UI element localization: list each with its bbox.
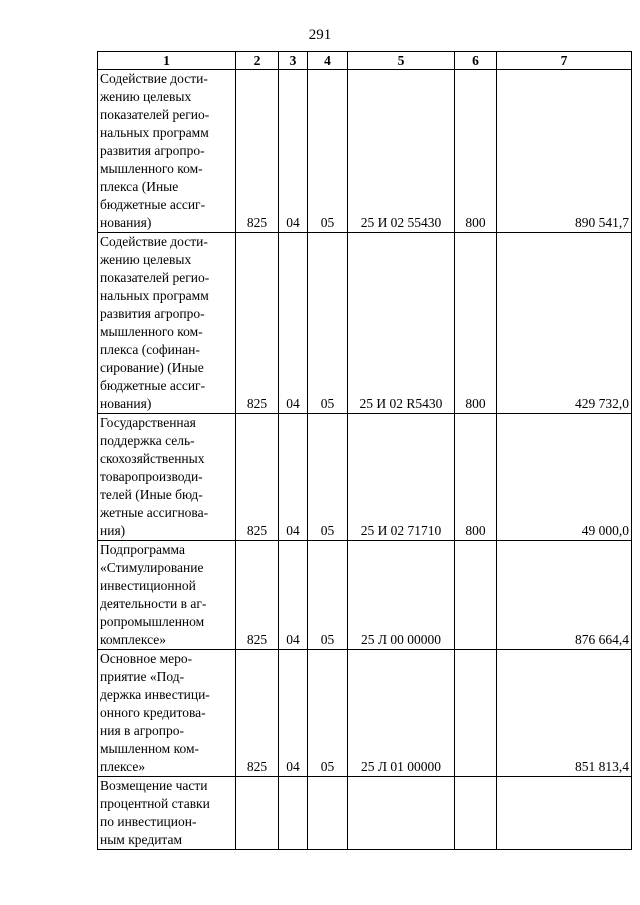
row-description: Возмещение части процентной ставки по инвестицион- ным кредитам [98,777,236,850]
row-code-col5: 25 И 02 R5430 [348,233,455,414]
row-amount: 876 664,4 [497,541,632,650]
row-code-col6: 800 [455,414,497,541]
row-code-col6 [455,650,497,777]
column-header-7: 7 [497,52,632,70]
row-code-col4 [308,777,348,850]
column-header-4: 4 [308,52,348,70]
row-code-col5: 25 Л 00 00000 [348,541,455,650]
row-code-col2: 825 [236,541,279,650]
row-code-col4: 05 [308,414,348,541]
row-code-col3 [279,777,308,850]
row-code-col2: 825 [236,414,279,541]
row-description: Государственная поддержка сель- скохозяйственных товаропроизводи- телей (Иные бюд- жетные ассигнова- ния) [98,414,236,541]
column-header-1: 1 [98,52,236,70]
row-code-col5: 25 Л 01 00000 [348,650,455,777]
table-row [98,777,632,850]
row-code-col4: 05 [308,233,348,414]
header-row [98,52,632,70]
row-code-col6: 800 [455,233,497,414]
table-row [98,650,632,777]
row-amount: 49 000,0 [497,414,632,541]
row-code-col3: 04 [279,650,308,777]
row-description: Подпрограмма «Стимулирование инвестиционной деятельности в аг- ропромышленном комплексе» [98,541,236,650]
row-code-col2: 825 [236,70,279,233]
row-amount: 890 541,7 [497,70,632,233]
row-description: Содействие дости- жению целевых показателей регио- нальных программ развития агропро- мышленного ком- плекса (Иные бюджетные ассиг- нования) [98,70,236,233]
table-row [98,70,632,233]
row-code-col2: 825 [236,650,279,777]
row-code-col4: 05 [308,70,348,233]
table-row [98,233,632,414]
row-amount [497,777,632,850]
row-description: Основное меро- приятие «Под- держка инвестици- онного кредитова- ния в агропро- мышленном ком- плексе» [98,650,236,777]
row-code-col6: 800 [455,70,497,233]
row-code-col5: 25 И 02 71710 [348,414,455,541]
row-amount: 851 813,4 [497,650,632,777]
column-header-6: 6 [455,52,497,70]
row-code-col6 [455,777,497,850]
row-code-col3: 04 [279,233,308,414]
table-row [98,541,632,650]
column-header-5: 5 [348,52,455,70]
budget-table [97,51,632,850]
row-code-col5 [348,777,455,850]
row-code-col3: 04 [279,414,308,541]
row-code-col4: 05 [308,541,348,650]
row-code-col6 [455,541,497,650]
row-code-col3: 04 [279,541,308,650]
page-number: 291 [308,27,332,43]
row-code-col2 [236,777,279,850]
table-row [98,414,632,541]
row-code-col5: 25 И 02 55430 [348,70,455,233]
column-header-3: 3 [279,52,308,70]
row-code-col2: 825 [236,233,279,414]
row-description: Содействие дости- жению целевых показателей регио- нальных программ развития агропро- мышленного ком- плекса (софинан- сирование) (Иные бюджетные ассиг- нования) [98,233,236,414]
row-code-col3: 04 [279,70,308,233]
column-header-2: 2 [236,52,279,70]
row-amount: 429 732,0 [497,233,632,414]
row-code-col4: 05 [308,650,348,777]
